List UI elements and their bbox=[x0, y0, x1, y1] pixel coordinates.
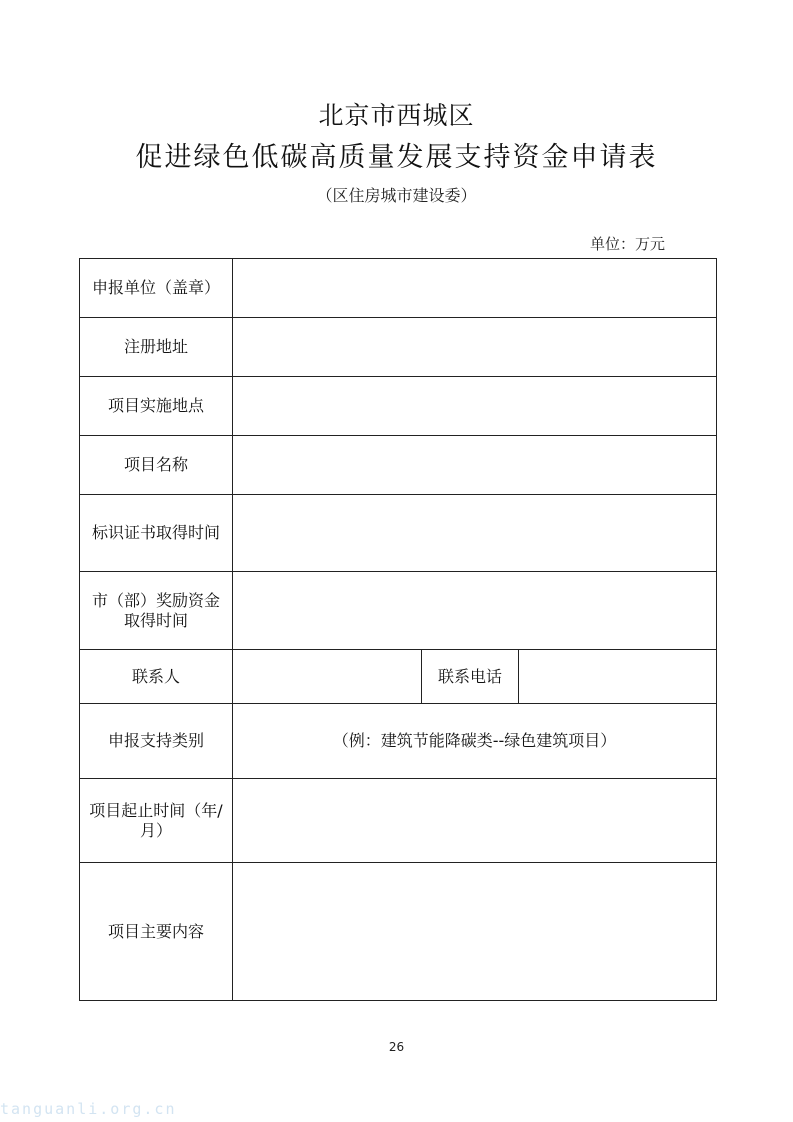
field-applicant[interactable] bbox=[233, 259, 717, 318]
row-project-name bbox=[80, 436, 717, 495]
row-category bbox=[80, 704, 717, 779]
label-project-name: 项目名称 bbox=[80, 436, 233, 495]
field-content[interactable] bbox=[233, 863, 717, 1001]
field-contact[interactable] bbox=[233, 650, 422, 704]
label-registered-address: 注册地址 bbox=[80, 318, 233, 377]
field-category[interactable]: （例：建筑节能降碳类--绿色建筑项目） bbox=[233, 704, 717, 779]
department-subtitle: （区住房城市建设委） bbox=[316, 186, 477, 205]
field-phone[interactable] bbox=[519, 650, 717, 704]
field-reward-date[interactable] bbox=[233, 572, 717, 650]
field-project-name[interactable] bbox=[233, 436, 717, 495]
field-cert-date[interactable] bbox=[233, 495, 717, 572]
row-content bbox=[80, 863, 717, 1001]
title-line-1: 北京市西城区 bbox=[318, 101, 475, 130]
row-reward-date bbox=[80, 572, 717, 650]
label-cert-date: 标识证书取得时间 bbox=[80, 495, 233, 572]
label-reward-date: 市（部）奖励资金取得时间 bbox=[80, 572, 233, 650]
field-period[interactable] bbox=[233, 779, 717, 863]
row-applicant bbox=[80, 259, 717, 318]
row-project-location bbox=[80, 377, 717, 436]
title-line-2: 促进绿色低碳高质量发展支持资金申请表 bbox=[135, 142, 658, 173]
watermark: tanguanli.org.cn bbox=[0, 1100, 177, 1118]
row-period bbox=[80, 779, 717, 863]
row-registered-address bbox=[80, 318, 717, 377]
label-content: 项目主要内容 bbox=[80, 863, 233, 1001]
field-project-location[interactable] bbox=[233, 377, 717, 436]
page-number: 26 bbox=[388, 1040, 405, 1054]
label-period: 项目起止时间（年/月） bbox=[80, 779, 233, 863]
field-registered-address[interactable] bbox=[233, 318, 717, 377]
label-phone: 联系电话 bbox=[422, 650, 519, 704]
row-contact bbox=[80, 650, 717, 704]
label-applicant: 申报单位（盖章） bbox=[80, 259, 233, 318]
label-category: 申报支持类别 bbox=[80, 704, 233, 779]
label-contact: 联系人 bbox=[80, 650, 233, 704]
row-cert-date bbox=[80, 495, 717, 572]
unit-label: 单位：万元 bbox=[590, 235, 666, 253]
application-form-table bbox=[79, 258, 717, 1001]
label-project-location: 项目实施地点 bbox=[80, 377, 233, 436]
